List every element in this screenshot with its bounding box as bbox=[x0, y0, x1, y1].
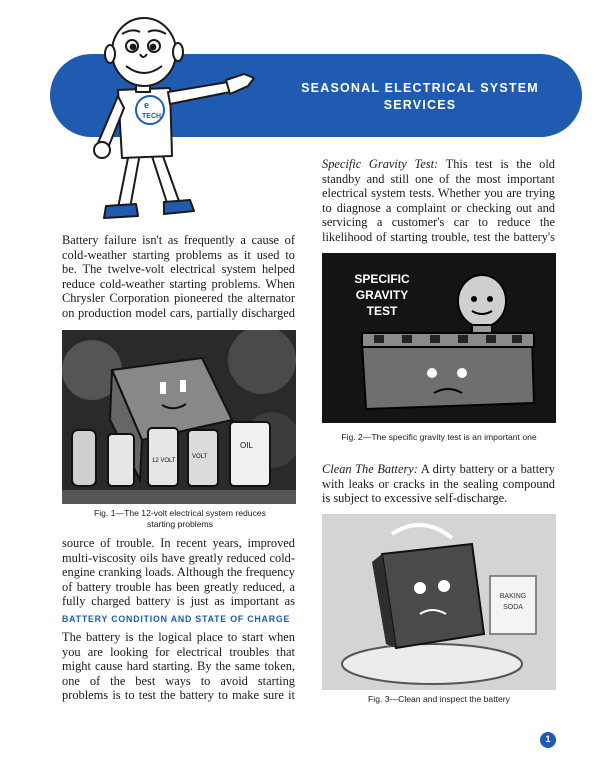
clean-battery-lead: Clean The Battery: bbox=[322, 462, 418, 476]
figure-3-photo bbox=[322, 514, 556, 690]
figure1-sign-3: OIL bbox=[240, 441, 253, 450]
tech-mascot-illustration bbox=[78, 8, 288, 233]
specific-gravity-paragraph bbox=[322, 157, 555, 245]
continued-paragraph: source of trouble. In recent years, improved multi-viscosity oils have greatly reduced cold-engine cranking loads. Although the frequency of battery trouble has been greatly reduced, a fully charged battery is just as important as bbox=[62, 536, 295, 608]
figure3-box-line1: BAKING bbox=[499, 593, 527, 600]
figure2-title-line3: TEST bbox=[366, 304, 398, 318]
battery-family-illustration bbox=[62, 330, 296, 504]
intro-paragraph: Battery failure isn't as frequently a cause of cold-weather starting problems as it used to be. The twelve-volt electrical system helped reduce cold-weather starting problems. When Chrysler Corporation pioneered the alternator on production model cars, partially discharged bbox=[62, 233, 295, 320]
page-number: 1 bbox=[540, 732, 556, 748]
figure-1-caption: Fig. 1—The 12-volt electrical system reduces starting problems bbox=[94, 508, 266, 529]
clean-battery-text: A dirty battery or a battery with leaks or cracks in the sealing compound is subject to excessive self-discharge. bbox=[322, 462, 555, 505]
section-paragraph: The battery is the logical place to start when you are looking for electrical troubles that might cause hard starting. By the same token, one of the best ways to avoid starting problems is to test the battery to make sure it bbox=[62, 630, 295, 702]
page-title-line1: SEASONAL ELECTRICAL SYSTEM bbox=[301, 81, 539, 95]
clean-battery-illustration bbox=[322, 514, 556, 690]
figure1-sign-1: 12 VOLT bbox=[152, 458, 176, 464]
specific-gravity-lead: Specific Gravity Test: bbox=[322, 157, 439, 171]
section-heading: BATTERY CONDITION AND STATE OF CHARGE bbox=[62, 614, 291, 624]
page-title-line2: SERVICES bbox=[383, 98, 457, 112]
mascot-badge-text: TECH bbox=[142, 113, 162, 120]
figure2-title-line2: GRAVITY bbox=[355, 288, 409, 302]
figure2-title-line1: SPECIFIC bbox=[354, 272, 410, 286]
figure-1-photo bbox=[62, 330, 296, 504]
figure-3-caption: Fig. 3—Clean and inspect the battery bbox=[368, 694, 510, 704]
clean-battery-paragraph bbox=[322, 462, 555, 506]
page-title bbox=[270, 80, 570, 114]
figure1-sign-2: VOLT bbox=[192, 454, 208, 460]
figure3-box-line2: SODA bbox=[503, 604, 523, 611]
figure-2-caption: Fig. 2—The specific gravity test is an important one bbox=[341, 432, 537, 442]
specific-gravity-text: This test is the old standby and still one of the most important electrical system tests. Whether you are trying to diagnose a complaint or checking out and servicing a customer's car to reduce the likelihood of starting trouble, test the battery's bbox=[322, 157, 555, 244]
figure-2-photo bbox=[322, 253, 556, 423]
gravity-test-illustration bbox=[322, 253, 556, 423]
mascot-badge-letter: e bbox=[144, 100, 150, 110]
